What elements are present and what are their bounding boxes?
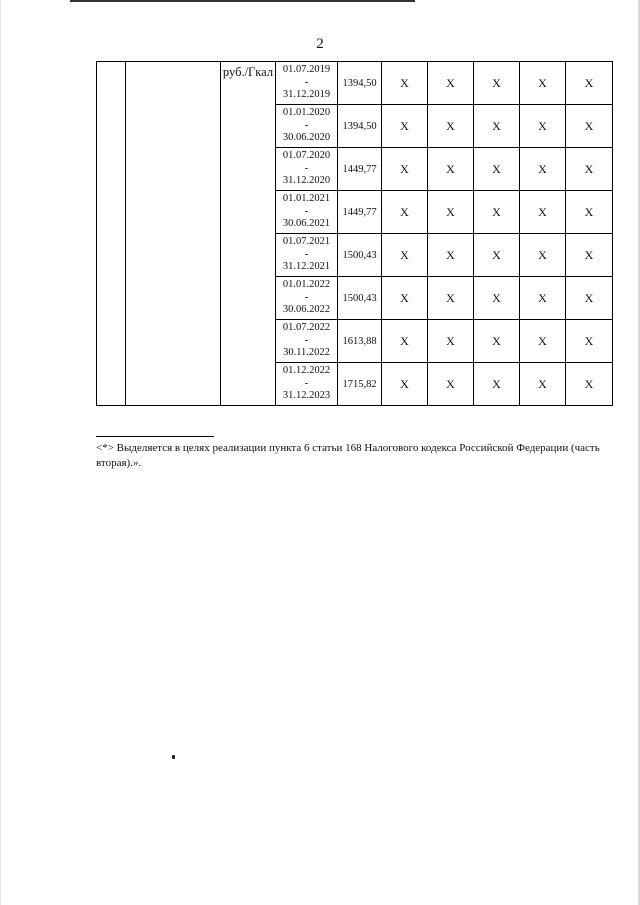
period-to: 31.12.2023	[282, 390, 331, 402]
mark-cell: X	[520, 277, 566, 320]
mark-cell: X	[474, 148, 520, 191]
period-to: 30.11.2022	[283, 347, 330, 359]
mark-cell: X	[474, 363, 520, 406]
mark-cell: X	[520, 363, 566, 406]
period-separator: -	[304, 76, 309, 88]
mark-cell: X	[474, 320, 520, 363]
tariff-value-cell: 1715,82	[338, 363, 382, 406]
mark-cell: X	[382, 105, 428, 148]
mark-cell: X	[474, 62, 520, 105]
mark-cell: X	[382, 363, 428, 406]
scan-edge-top	[70, 0, 415, 2]
scan-speck	[172, 755, 175, 759]
footnote-text: <*> Выделяется в целях реализации пункта 6 статьи 168 Налогового кодекса Российской Федерации (часть вторая).».	[96, 442, 600, 469]
mark-cell: X	[566, 105, 613, 148]
period-from: 01.07.2021	[282, 236, 331, 248]
mark-cell: X	[382, 277, 428, 320]
mark-cell: X	[566, 148, 613, 191]
period-cell	[276, 62, 338, 105]
mark-cell: X	[520, 191, 566, 234]
mark-cell: X	[520, 105, 566, 148]
mark-cell: X	[566, 191, 613, 234]
mark-cell: X	[382, 234, 428, 277]
tariff-value-cell: 1449,77	[338, 148, 382, 191]
period-from: 01.07.2019	[282, 64, 331, 76]
mark-cell: X	[566, 320, 613, 363]
mark-cell: X	[382, 191, 428, 234]
mark-cell: X	[474, 234, 520, 277]
mark-cell: X	[428, 363, 474, 406]
period-cell	[276, 234, 338, 277]
mark-cell: X	[474, 277, 520, 320]
tariff-value-cell: 1394,50	[338, 62, 382, 105]
mark-cell: X	[428, 320, 474, 363]
period-to: 30.06.2020	[282, 132, 331, 144]
period-separator: -	[304, 248, 309, 260]
tariff-table	[96, 61, 613, 406]
footnote-divider	[96, 436, 214, 437]
mark-cell: X	[566, 277, 613, 320]
period-separator: -	[304, 291, 309, 303]
mark-cell: X	[474, 191, 520, 234]
period-separator: -	[304, 162, 309, 174]
period-cell	[276, 191, 338, 234]
period-to: 30.06.2021	[282, 218, 331, 230]
mark-cell: X	[382, 62, 428, 105]
mark-cell: X	[566, 363, 613, 406]
period-from: 01.01.2021	[282, 193, 331, 205]
scan-edge-left	[0, 0, 1, 905]
mark-cell: X	[382, 148, 428, 191]
tariff-value-cell: 1449,77	[338, 191, 382, 234]
period-from: 01.12.2022	[282, 365, 331, 377]
period-cell	[276, 277, 338, 320]
tariff-value-cell: 1394,50	[338, 105, 382, 148]
row-number-cell	[97, 62, 126, 406]
consumer-group-cell	[126, 62, 221, 406]
period-separator: -	[304, 334, 309, 346]
period-cell	[276, 105, 338, 148]
table-row	[97, 62, 613, 105]
mark-cell: X	[428, 105, 474, 148]
tariff-table-body	[97, 62, 613, 406]
period-separator: -	[304, 377, 309, 389]
period-cell	[276, 363, 338, 406]
mark-cell: X	[428, 191, 474, 234]
period-to: 30.06.2022	[282, 304, 331, 316]
tariff-value-cell: 1613,88	[338, 320, 382, 363]
period-from: 01.07.2020	[282, 150, 331, 162]
period-from: 01.07.2022	[282, 322, 331, 334]
period-from: 01.01.2022	[282, 279, 331, 291]
mark-cell: X	[520, 234, 566, 277]
mark-cell: X	[428, 62, 474, 105]
mark-cell: X	[566, 62, 613, 105]
period-separator: -	[304, 119, 309, 131]
period-to: 31.12.2020	[282, 175, 331, 187]
mark-cell: X	[428, 277, 474, 320]
mark-cell: X	[520, 148, 566, 191]
period-cell	[276, 148, 338, 191]
mark-cell: X	[382, 320, 428, 363]
tariff-value-cell: 1500,43	[338, 277, 382, 320]
period-to: 31.12.2021	[282, 261, 331, 273]
period-cell	[276, 320, 338, 363]
mark-cell: X	[566, 234, 613, 277]
mark-cell: X	[428, 148, 474, 191]
page-number: 2	[316, 36, 324, 52]
tariff-value-cell: 1500,43	[338, 234, 382, 277]
mark-cell: X	[520, 62, 566, 105]
period-separator: -	[304, 205, 309, 217]
mark-cell: X	[520, 320, 566, 363]
mark-cell: X	[474, 105, 520, 148]
mark-cell: X	[428, 234, 474, 277]
period-to: 31.12.2019	[282, 89, 331, 101]
period-from: 01.01.2020	[282, 107, 331, 119]
unit-cell: руб./Гкал	[221, 62, 276, 406]
